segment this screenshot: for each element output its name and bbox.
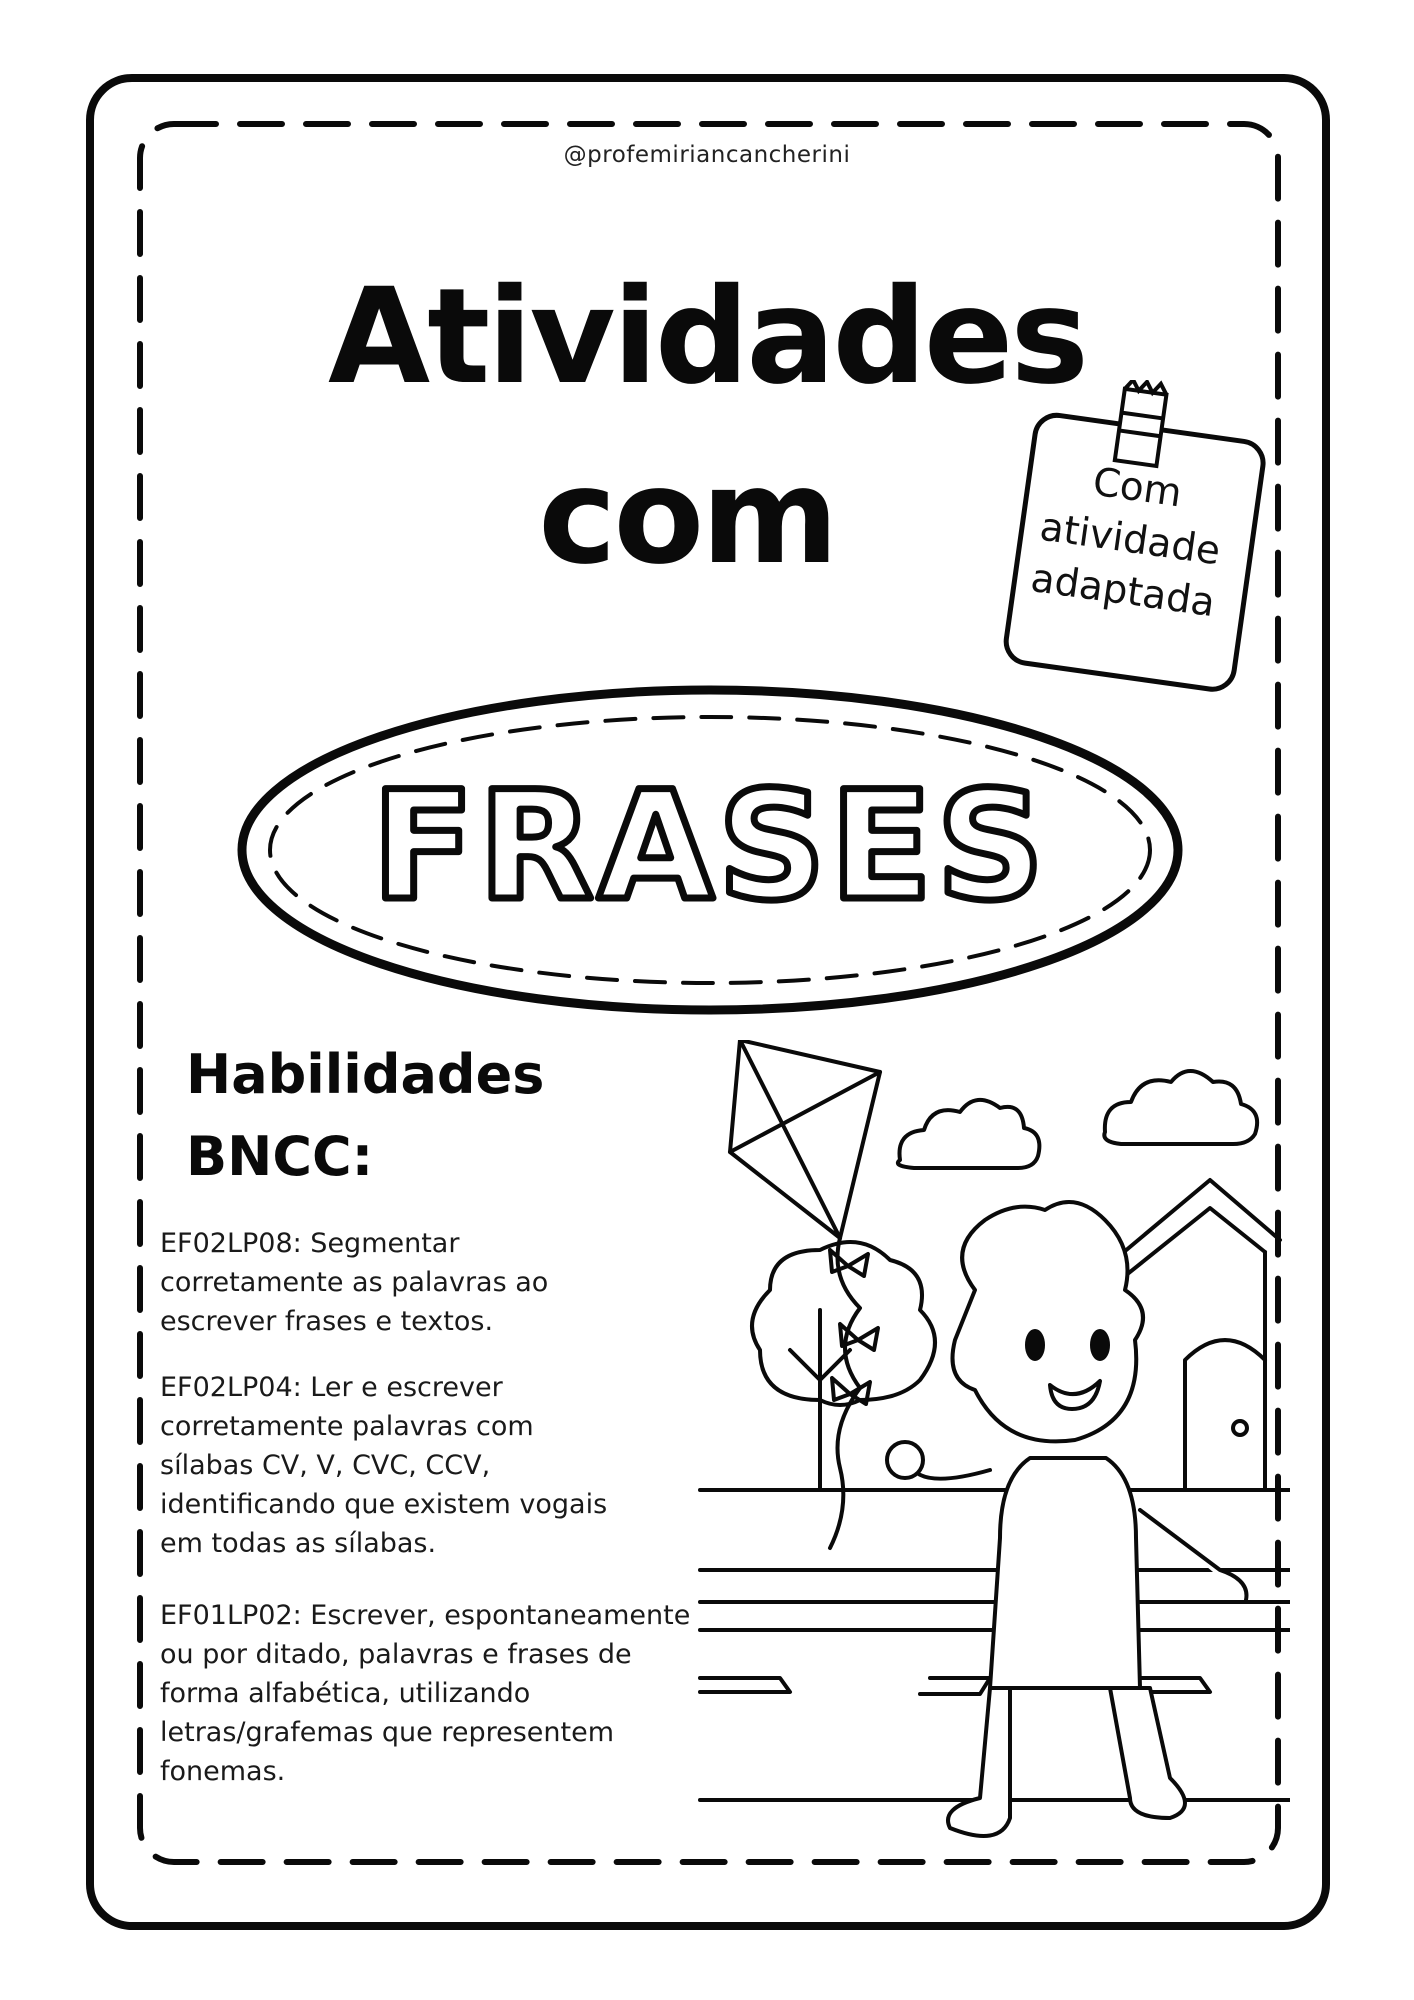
page-title-line1: Atividades xyxy=(328,260,1086,414)
skill-line: corretamente palavras com xyxy=(160,1411,534,1442)
main-word: FRASES xyxy=(371,760,1049,934)
author-handle: @profemiriancancherini xyxy=(563,142,851,168)
note-line3: adaptada xyxy=(1028,555,1218,627)
note-line2: atividade xyxy=(1037,504,1223,575)
skill-item xyxy=(160,1368,720,1563)
boy-with-kite-illustration xyxy=(690,1040,1290,1870)
skill-line: sílabas CV, V, CVC, CCV, xyxy=(160,1450,491,1481)
skill-line: EF02LP04: Ler e escrever xyxy=(160,1372,503,1403)
cloud-icon xyxy=(1104,1071,1257,1144)
boy-figure xyxy=(887,1202,1246,1836)
skill-line: em todas as sílabas. xyxy=(160,1528,437,1559)
tape-icon xyxy=(1115,380,1168,466)
note-line1: Com xyxy=(1090,459,1185,517)
page-title-line2: com xyxy=(538,440,836,594)
skill-line: letras/grafemas que representem xyxy=(160,1717,615,1748)
skills-heading xyxy=(186,1040,544,1192)
skills-heading-line1: Habilidades xyxy=(186,1043,545,1106)
skill-line: ou por ditado, palavras e frases de xyxy=(160,1639,632,1670)
skill-line: identificando que existem vogais xyxy=(160,1489,608,1520)
kite-icon xyxy=(730,1040,880,1548)
skill-line: EF01LP02: Escrever, espontaneamente xyxy=(160,1600,691,1631)
skill-line: forma alfabética, utilizando xyxy=(160,1678,531,1709)
skill-line: fonemas. xyxy=(160,1756,286,1787)
note-text xyxy=(1000,446,1259,634)
skill-item xyxy=(160,1224,720,1341)
skill-line: corretamente as palavras ao xyxy=(160,1267,549,1298)
skill-item xyxy=(160,1596,720,1791)
skill-line: escrever frases e textos. xyxy=(160,1306,494,1337)
skills-heading-line2: BNCC: xyxy=(186,1125,374,1188)
skill-line: EF02LP08: Segmentar xyxy=(160,1228,460,1259)
cloud-icon xyxy=(898,1100,1040,1168)
main-word-badge xyxy=(220,670,1200,1030)
